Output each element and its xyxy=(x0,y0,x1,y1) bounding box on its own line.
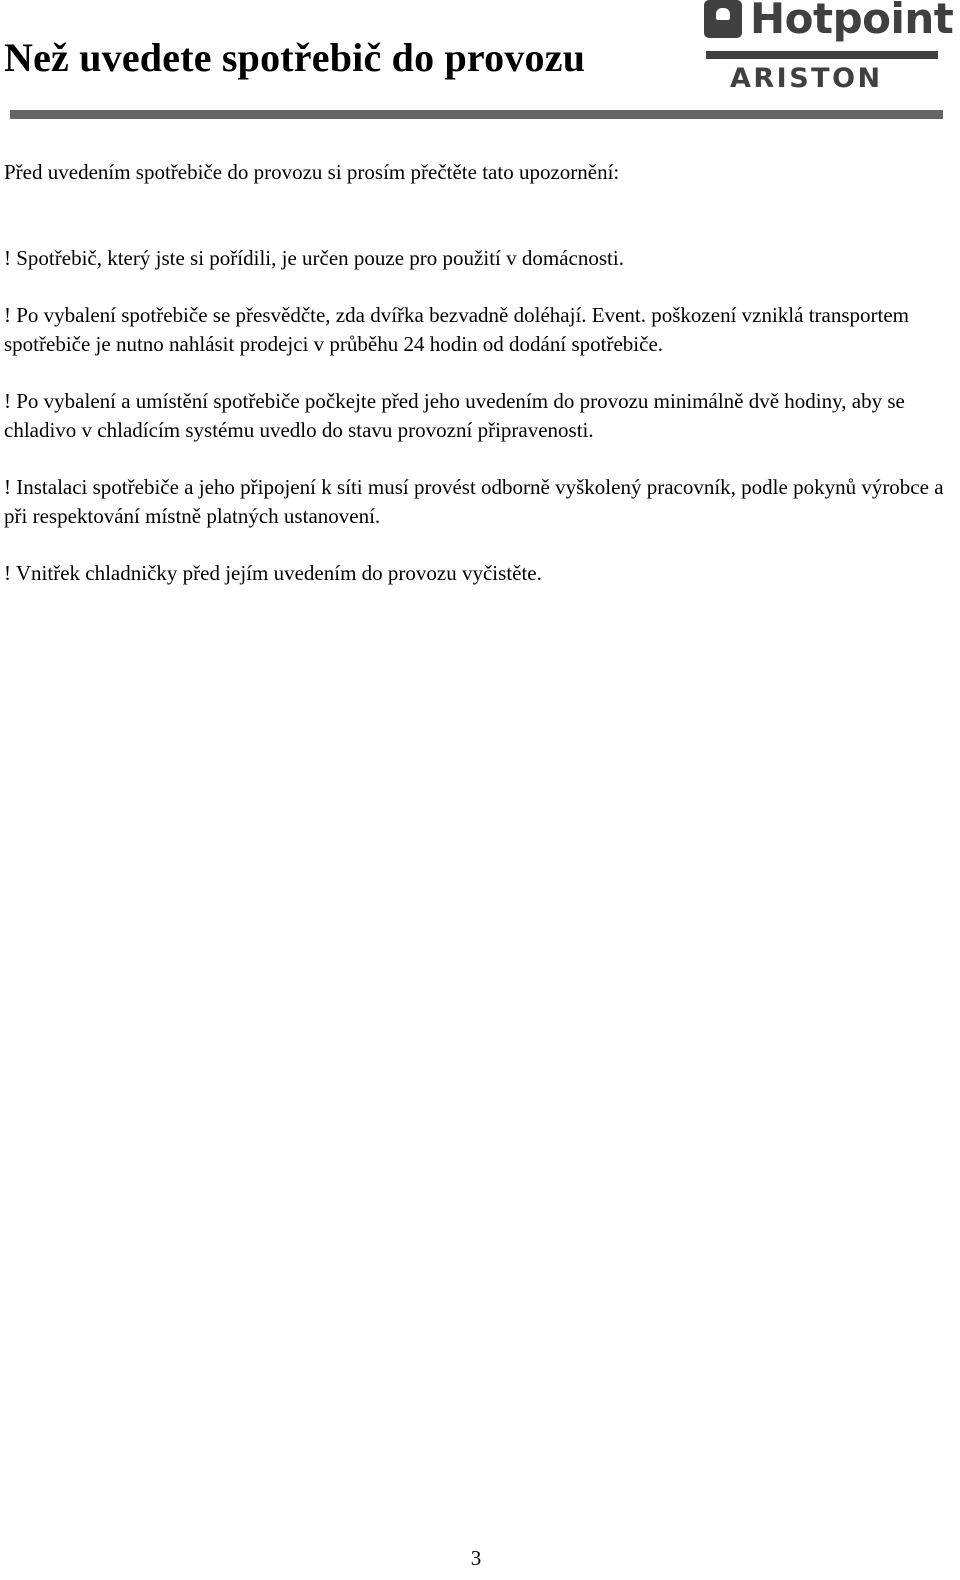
notice-item: ! Po vybalení a umístění spotřebiče počkejte před jeho uvedením do provozu minimálně dvě hodiny, aby se chladivo v chladícím systému uvedlo do stavu provozní připravenosti. xyxy=(4,389,905,442)
logo-sub-brand-text: ARISTON xyxy=(730,63,883,94)
logo-brand-text: Hotpoint xyxy=(750,0,954,43)
page-title: Než uvedete spotřebič do provozu xyxy=(4,35,586,80)
notice-item: ! Spotřebič, který jste si pořídili, je určen pouze pro použití v domácnosti. xyxy=(4,246,624,270)
notice-list xyxy=(4,244,949,616)
page-number: 3 xyxy=(470,1546,482,1570)
notice-item: ! Po vybalení spotřebiče se přesvědčte, zda dvířka bezvadně doléhají. Event. poškození vzniklá transportem spotřebiče je nutno nahlásit prodejci v průběhu 24 hodin od dodání spotřebiče. xyxy=(4,303,910,356)
logo-divider xyxy=(706,51,938,59)
intro-text: Před uvedením spotřebiče do provozu si prosím přečtěte tato upozornění: xyxy=(4,160,620,184)
logo-mark-icon xyxy=(704,0,742,38)
notice-item: ! Instalaci spotřebiče a jeho připojení k síti musí provést odborně vyškolený pracovník, podle pokynů výrobce a při respektování místně platných ustanovení. xyxy=(4,475,944,528)
brand-logo xyxy=(704,0,954,100)
header-divider xyxy=(10,110,943,119)
notice-item: ! Vnitřek chladničky před jejím uvedením do provozu vyčistěte. xyxy=(4,561,542,585)
